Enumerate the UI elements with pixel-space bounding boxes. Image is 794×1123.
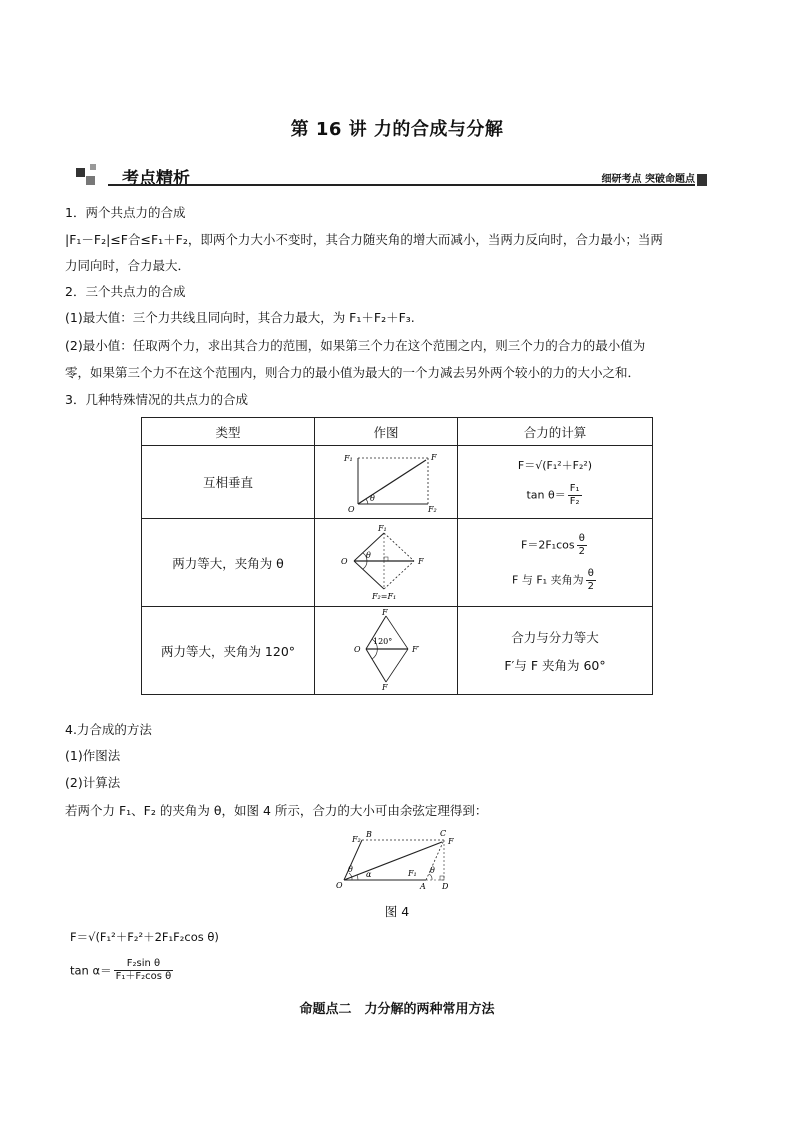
paragraph-1b: 力同向时，合力最大． — [65, 258, 191, 273]
fraction — [568, 483, 582, 508]
heading-1: 1．两个共点力的合成 — [65, 205, 186, 220]
label-F1: F₁ — [378, 524, 387, 533]
section-decoration-icon — [76, 168, 85, 177]
calc-equal: 合力与分力等大 — [511, 629, 599, 645]
paragraph-2b: (2)最小值：任取两个力，求出其合力的范围，如果第三个力在这个范围之内，则三个力的合力的最小值为 — [65, 338, 646, 353]
fraction — [114, 958, 174, 983]
table-cell-figure — [315, 607, 458, 695]
section-header — [76, 160, 711, 188]
figure-4-caption: 图 4 — [384, 904, 410, 919]
label-F1: F₁ — [344, 453, 353, 463]
section-right-text: 细研考点 突破命题点 — [601, 174, 695, 185]
figure-4-diagram — [334, 826, 464, 892]
calc-tan-prefix: tan θ＝ — [526, 488, 566, 501]
fraction-num: F₁ — [569, 482, 580, 494]
label-O: O — [336, 881, 343, 890]
paragraph-1a: |F₁－F₂|≤F合≤F₁＋F₂，即两个力大小不变时，其合力随夹角的增大而减小，当两力反向时，合力最小；当两 — [65, 232, 663, 247]
table-cell-type: 两力等大，夹角为 120° — [142, 607, 315, 695]
formula-magnitude: F＝√(F₁²＋F₂²＋2F₁F₂cos θ) — [70, 930, 219, 944]
label-A: A — [420, 882, 426, 891]
perpendicular-forces-diagram — [336, 448, 436, 514]
label-F: F — [448, 837, 454, 846]
fraction-num: F₂sin θ — [114, 958, 174, 971]
section-decoration-icon — [86, 176, 95, 185]
special-cases-table — [141, 417, 653, 695]
label-theta: θ — [370, 493, 375, 503]
120-degree-diagram — [336, 608, 436, 690]
section-end-icon — [697, 174, 707, 186]
subsection-heading: 命题点二 力分解的两种常用方法 — [299, 1002, 495, 1017]
label-F-top: F — [382, 608, 388, 617]
page-title: 第 16 讲 力的合成与分解 — [290, 119, 504, 140]
method-2: (2)计算法 — [65, 775, 121, 790]
table-header-type: 类型 — [142, 418, 315, 446]
fraction-den: 2 — [578, 545, 585, 557]
calc-magnitude-prefix: F＝2F₁cos — [521, 538, 575, 551]
table-header-calc: 合力的计算 — [458, 418, 653, 446]
fraction-num: θ — [577, 533, 587, 546]
method-description: 若两个力 F₁、F₂ 的夹角为 θ，如图 4 所示，合力的大小可由余弦定理得到： — [65, 803, 488, 818]
label-F2: F₂ — [428, 504, 437, 514]
label-F2-eq-F1: F₂=F₁ — [372, 592, 397, 601]
label-O: O — [354, 645, 361, 654]
label-alpha: α — [366, 870, 372, 879]
label-F-bottom: F — [382, 683, 388, 692]
label-theta-2: θ — [430, 866, 435, 875]
fraction-num: θ — [586, 568, 596, 581]
table-cell-figure — [315, 446, 458, 519]
table-cell-calc — [458, 446, 653, 519]
equal-forces-diagram — [336, 521, 436, 601]
table-cell-calc — [458, 607, 653, 695]
label-F-prime: F′ — [412, 645, 420, 654]
paragraph-2a: (1)最大值：三个力共线且同向时，其合力最大，为 F₁＋F₂＋F₃. — [65, 310, 415, 325]
heading-4: 4.力合成的方法 — [65, 722, 152, 737]
label-O: O — [348, 504, 355, 514]
label-B: B — [366, 830, 372, 839]
section-label: 考点精析 — [122, 169, 190, 189]
label-F2: F₂ — [352, 835, 361, 844]
formula-tan-prefix: tan α＝ — [70, 963, 112, 978]
label-F1: F₁ — [408, 869, 417, 878]
paragraph-2c: 零，如果第三个力不在这个范围内，则合力的最小值为最大的一个力减去另外两个较小的力的大小之和． — [65, 365, 641, 380]
calc-tan — [458, 483, 652, 508]
label-theta: θ — [348, 865, 353, 874]
calc-angle: F′与 F 夹角为 60° — [504, 657, 606, 673]
table-cell-type: 两力等大，夹角为 θ — [142, 519, 315, 607]
formula-tan-alpha — [70, 958, 175, 983]
table-cell-calc — [458, 519, 653, 607]
table-header-figure: 作图 — [315, 418, 458, 446]
label-120: 120° — [373, 637, 393, 646]
table-cell-type: 互相垂直 — [142, 446, 315, 519]
calc-angle-prefix: F 与 F₁ 夹角为 — [512, 573, 584, 586]
heading-3: 3．几种特殊情况的共点力的合成 — [65, 392, 248, 407]
section-decoration-icon — [90, 164, 96, 170]
calc-magnitude — [458, 533, 652, 558]
table-cell-figure — [315, 519, 458, 607]
fraction-den: F₂ — [569, 495, 580, 507]
label-F: F — [431, 452, 437, 462]
calc-angle — [458, 568, 652, 593]
section-underline — [108, 184, 695, 186]
label-F: F — [418, 557, 424, 566]
label-D: D — [442, 882, 449, 891]
fraction-den: 2 — [587, 580, 594, 592]
calc-magnitude: F＝√(F₁²＋F₂²) — [517, 458, 593, 472]
method-1: (1)作图法 — [65, 748, 121, 763]
fraction — [586, 568, 596, 593]
label-C: C — [440, 829, 447, 838]
fraction-den: F₁＋F₂cos θ — [115, 971, 172, 982]
label-theta: θ — [366, 551, 371, 560]
heading-2: 2．三个共点力的合成 — [65, 284, 186, 299]
label-O: O — [341, 557, 348, 566]
fraction — [577, 533, 587, 558]
